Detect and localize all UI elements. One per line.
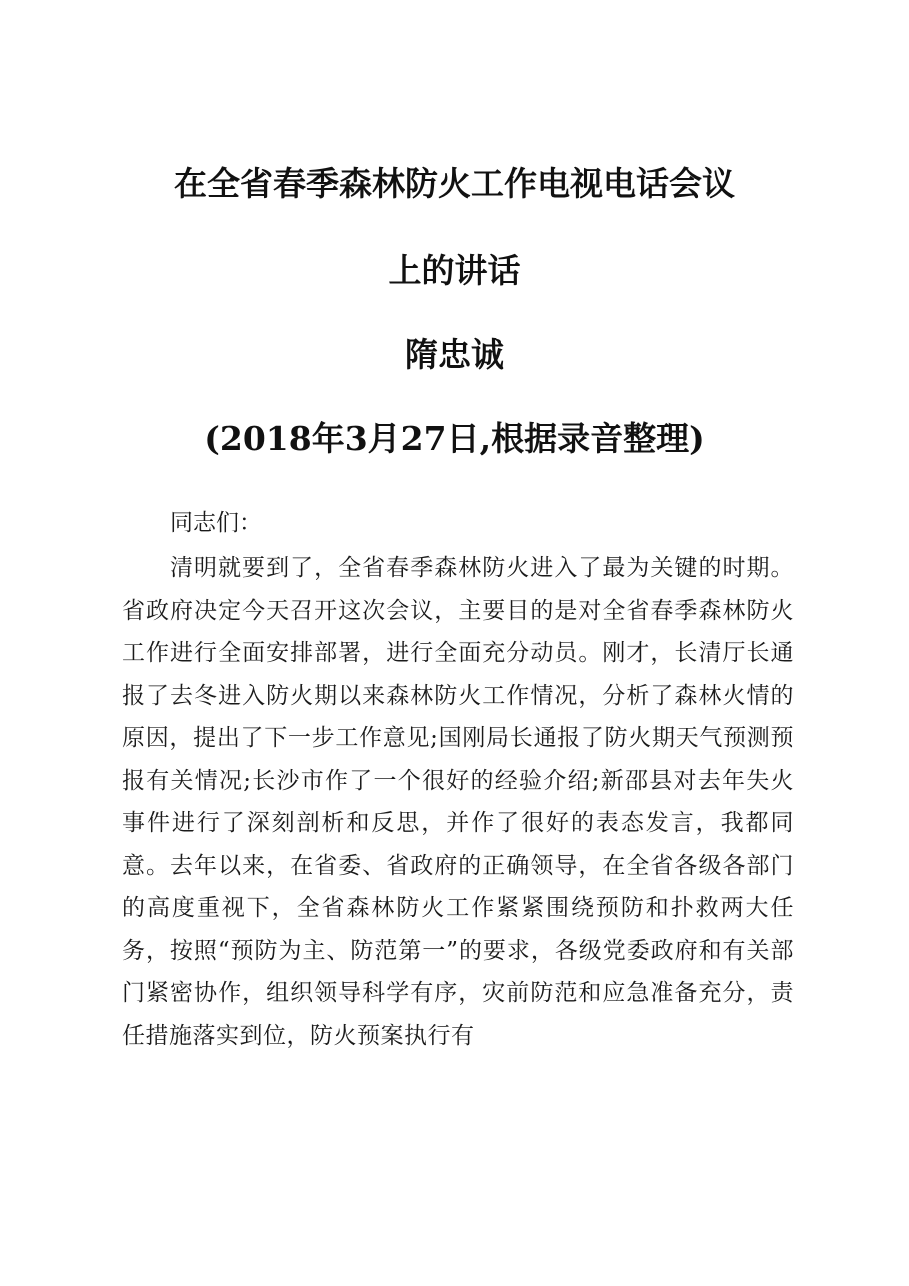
salutation: 同志们： [170, 510, 262, 536]
document-title-line-1: 在全省春季森林防火工作电视电话会议 [174, 164, 735, 203]
body-paragraph: 清明就要到了，全省春季森林防火进入了最为关键的时期。省政府决定今天召开这次会议，主要目的是对全省春季森林防火工作进行全面安排部署，进行全面充分动员。刚才，长清厅长通报了去冬进入防火期以来森林防火工作情况，分析了森林火情的原因，提出了下一步工作意见;国刚局长通报了防火期天气预测预报有关情况;长沙市作了一个很好的经验介绍;新邵县对去年失火事件进行了深刻剖析和反思，并作了很好的表态发言，我都同意。去年以来，在省委、省政府的正确领导，在全省各级各部门的高度重视下，全省森林防火工作紧紧围绕预防和扑救两大任务，按照“预防为主、防范第一”的要求，各级党委政府和有关部门紧密协作，组织领导科学有序，灾前防范和应急准备充分，责任措施落实到位，防火预案执行有 [122, 555, 794, 1049]
document-title-line-2: 上的讲话 [388, 251, 521, 290]
document-date-note: (2018年3月27日,根据录音整理) [204, 419, 705, 458]
speaker-name: 隋忠诚 [405, 335, 504, 374]
